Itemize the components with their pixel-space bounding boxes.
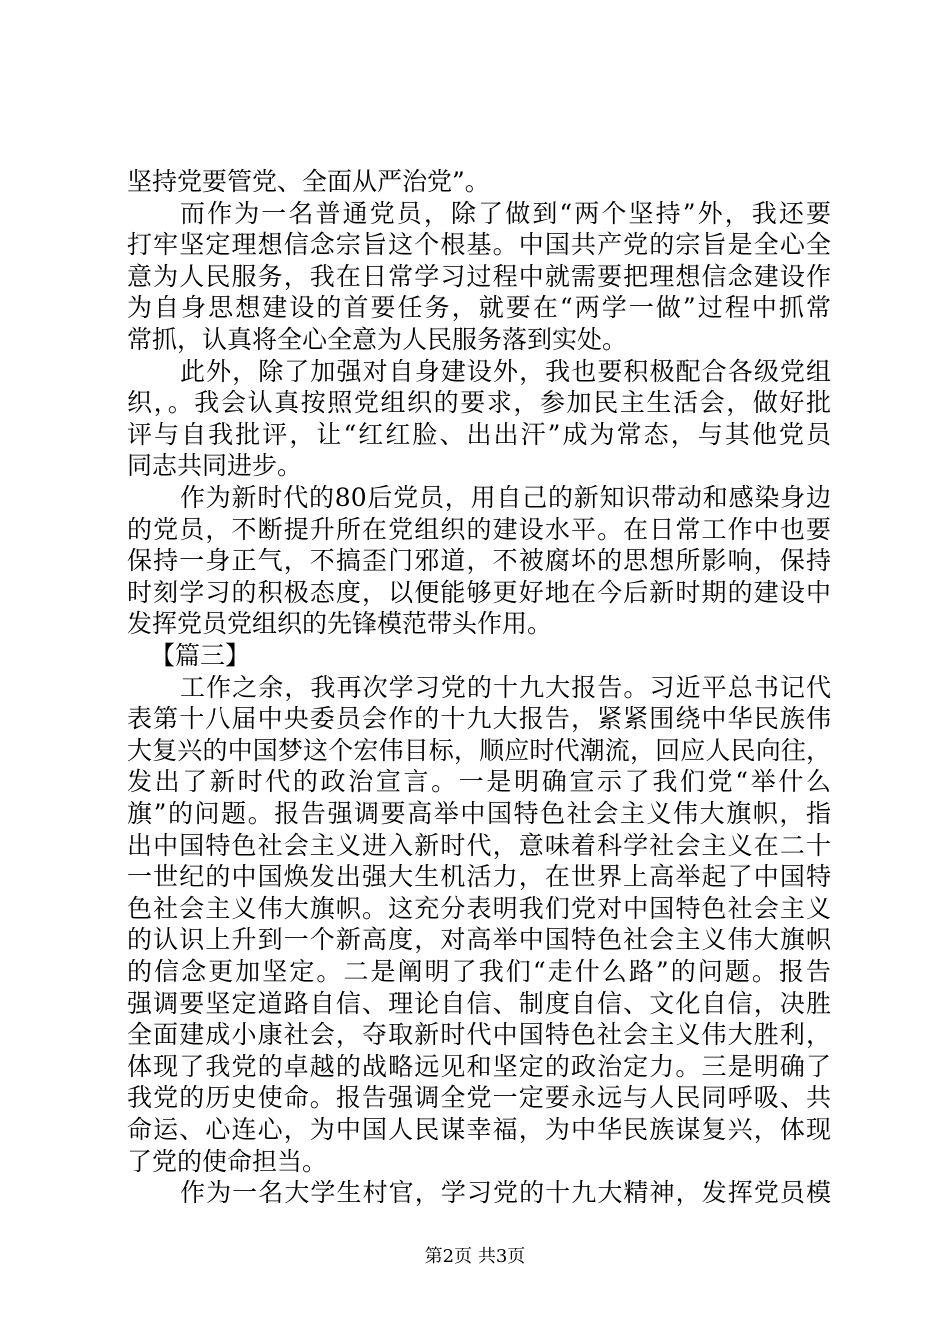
text-line: 表第十八届中央委员会作的十九大报告，紧紧围绕中华民族伟 (127, 704, 831, 734)
text-line: 评与自我批评，让“红红脸、出出汗”成为常态，与其他党员 (127, 419, 831, 449)
text-line: 常抓，认真将全心全意为人民服务落到实处。 (127, 325, 628, 354)
text-line: 发出了新时代的政治宣言。一是明确宣示了我们党“举什么 (127, 767, 831, 797)
text-line: 作为一名大学生村官，学习党的十九大精神，发挥党员模 (180, 1178, 831, 1208)
text-line: 旗”的问题。报告强调要高举中国特色社会主义伟大旗帜，指 (127, 799, 831, 828)
text-line: 了党的使命担当。 (127, 1146, 328, 1176)
text-line: 命运、心连心，为中国人民谋幸福，为中华民族谋复兴，体现 (127, 1115, 831, 1144)
text-line: 打牢坚定理想信念宗旨这个根基。中国共产党的宗旨是全心全 (127, 230, 831, 260)
text-line: 时刻学习的积极态度，以便能够更好地在今后新时期的建设中 (127, 577, 831, 607)
text-line: 保持一身正气，不搞歪门邪道，不被腐坏的思想所影响，保持 (127, 546, 831, 576)
text-line: 的党员，不断提升所在党组织的建设水平。在日常工作中也要 (127, 514, 831, 544)
text-line: 作为新时代的80后党员，用自己的新知识带动和感染身边 (180, 483, 831, 512)
text-line: 为自身思想建设的首要任务，就要在“两学一做”过程中抓常 (127, 293, 831, 323)
text-line: 的认识上升到一个新高度，对高举中国特色社会主义伟大旗帜 (127, 925, 831, 955)
text-line: 强调要坚定道路自信、理论自信、制度自信、文化自信，决胜 (127, 988, 831, 1018)
text-line: 全面建成小康社会，夺取新时代中国特色社会主义伟大胜利， (127, 1020, 831, 1050)
text-line: 织，。我会认真按照党组织的要求，参加民主生活会，做好批 (127, 388, 831, 418)
text-line: 工作之余，我再次学习党的十九大报告。习近平总书记代 (180, 672, 831, 702)
text-line: 同志共同进步。 (127, 451, 303, 481)
text-line: 意为人民服务，我在日常学习过程中就需要把理想信念建设作 (127, 261, 831, 291)
text-line: 一世纪的中国焕发出强大生机活力，在世界上高举起了中国特 (127, 862, 831, 892)
text-line: 发挥党员党组织的先锋模范带头作用。 (127, 609, 553, 639)
text-line: 出中国特色社会主义进入新时代，意味着科学社会主义在二十 (127, 830, 831, 860)
section-heading: 【篇三】 (150, 641, 251, 670)
text-line: 体现了我党的卓越的战略远见和坚定的政治定力。三是明确了 (127, 1051, 831, 1081)
text-line: 色社会主义伟大旗帜。这充分表明我们党对中国特色社会主义 (127, 893, 831, 923)
text-line: 的信念更加坚定。二是阐明了我们“走什么路”的问题。报告 (127, 957, 831, 986)
text-line: 坚持党要管党、全面从严治党”。 (127, 167, 490, 196)
page-number-footer: 第2页 共3页 (424, 1246, 526, 1267)
text-line: 大复兴的中国梦这个宏伟目标，顺应时代潮流，回应人民向往， (127, 735, 831, 765)
text-line: 此外，除了加强对自身建设外，我也要积极配合各级党组 (180, 356, 831, 386)
text-line: 而作为一名普通党员，除了做到“两个坚持”外，我还要 (180, 198, 831, 228)
text-line: 我党的历史使命。报告强调全党一定要永远与人民同呼吸、共 (127, 1083, 831, 1113)
